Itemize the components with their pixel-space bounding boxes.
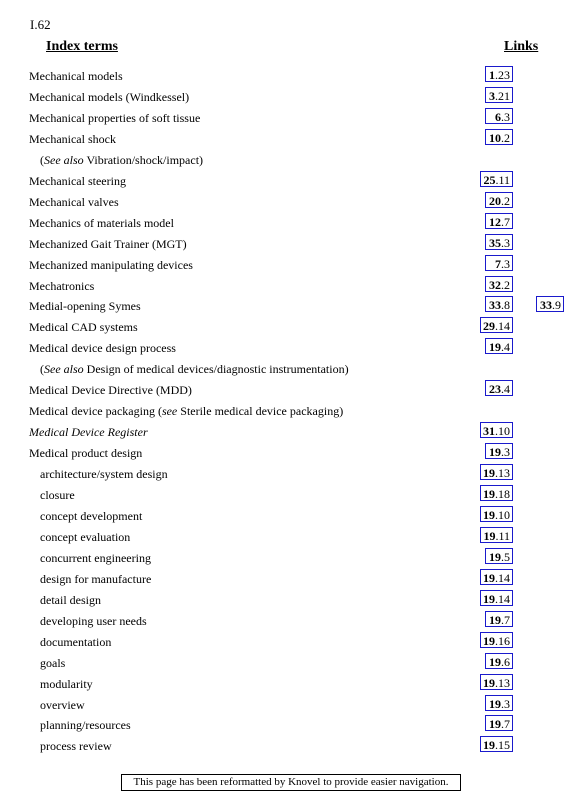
term-label: planning/resources — [40, 718, 131, 732]
cross-reference-text: Medical device packaging ( — [29, 404, 162, 418]
index-entry — [0, 445, 581, 465]
link-chapter-number: 33 — [540, 298, 552, 312]
index-entry — [0, 571, 581, 591]
term-label: Medical CAD systems — [29, 320, 138, 334]
index-entry — [0, 278, 581, 298]
link-page-number: .14 — [495, 571, 510, 585]
page-link-button[interactable] — [485, 296, 513, 312]
index-term-text — [29, 445, 142, 461]
index-subentry-text — [40, 571, 151, 587]
index-entry — [0, 361, 581, 381]
link-chapter-number: 3 — [489, 89, 495, 103]
term-label: Mechanized Gait Trainer (MGT) — [29, 237, 187, 251]
index-entry — [0, 257, 581, 277]
link-chapter-number: 33 — [489, 298, 501, 312]
term-label: Mechanical valves — [29, 195, 119, 209]
index-entry — [0, 319, 581, 339]
link-chapter-number: 19 — [483, 738, 495, 752]
index-entry — [0, 340, 581, 360]
see-also-label: See also — [44, 153, 84, 167]
page-link-button[interactable] — [485, 213, 513, 229]
page-link-button[interactable] — [485, 66, 513, 82]
page-link-button[interactable] — [480, 569, 513, 585]
index-entry — [0, 298, 581, 318]
index-entry — [0, 508, 581, 528]
index-entry — [0, 550, 581, 570]
term-label: Medical Device Directive (MDD) — [29, 383, 192, 397]
link-page-number: .7 — [501, 215, 510, 229]
term-label: documentation — [40, 635, 112, 649]
page-link-button[interactable] — [536, 296, 564, 312]
page-link-button[interactable] — [480, 506, 513, 522]
link-page-number: .11 — [495, 173, 510, 187]
index-entry — [0, 592, 581, 612]
link-page-number: .13 — [495, 676, 510, 690]
link-page-number: .3 — [501, 697, 510, 711]
page-link-button[interactable] — [485, 380, 513, 396]
index-subentry-text — [40, 361, 349, 377]
link-page-number: .3 — [501, 445, 510, 459]
link-chapter-number: 19 — [489, 655, 501, 669]
page-link-button[interactable] — [485, 234, 513, 250]
page-link-button[interactable] — [485, 87, 513, 103]
index-term-text — [29, 340, 176, 356]
term-label: Mechanized manipulating devices — [29, 258, 193, 272]
index-term-text — [29, 173, 126, 189]
link-chapter-number: 31 — [483, 424, 495, 438]
link-page-number: .2 — [501, 194, 510, 208]
link-page-number: .10 — [495, 508, 510, 522]
index-term-text — [29, 194, 119, 210]
term-label: Mechanical steering — [29, 174, 126, 188]
link-chapter-number: 23 — [489, 382, 501, 396]
index-subentry-text — [40, 738, 112, 754]
link-page-number: .13 — [495, 466, 510, 480]
link-page-number: .10 — [495, 424, 510, 438]
index-entry — [0, 529, 581, 549]
index-entry — [0, 131, 581, 151]
index-entry — [0, 487, 581, 507]
term-label: goals — [40, 656, 66, 670]
term-label: modularity — [40, 677, 93, 691]
index-term-text — [29, 89, 189, 105]
page-link-button[interactable] — [480, 317, 513, 333]
page-link-button[interactable] — [480, 171, 513, 187]
page-link-button[interactable] — [485, 715, 513, 731]
link-chapter-number: 19 — [483, 487, 495, 501]
link-page-number: .2 — [501, 131, 510, 145]
page-link-button[interactable] — [485, 611, 513, 627]
link-chapter-number: 19 — [483, 508, 495, 522]
index-entry — [0, 173, 581, 193]
index-subentry-text — [40, 592, 101, 608]
link-page-number: .9 — [552, 298, 561, 312]
link-page-number: .21 — [495, 89, 510, 103]
term-label: closure — [40, 488, 75, 502]
index-subentry-text — [40, 550, 151, 566]
cross-reference-text: Design of medical devices/diagnostic instrumentation) — [83, 362, 349, 376]
index-subentry-text — [40, 487, 75, 503]
term-label: Medical product design — [29, 446, 143, 460]
link-chapter-number: 32 — [489, 278, 501, 292]
index-subentry-text — [40, 655, 65, 671]
term-label: Mechanics of materials model — [29, 216, 174, 230]
page-link-button[interactable] — [480, 674, 513, 690]
link-chapter-number: 19 — [489, 613, 501, 627]
index-entry — [0, 613, 581, 633]
index-subentry-text — [40, 676, 93, 692]
index-term-text — [29, 215, 174, 231]
link-page-number: .4 — [501, 340, 510, 354]
page-link-button[interactable] — [480, 422, 513, 438]
index-subentry-text — [40, 466, 168, 482]
link-chapter-number: 19 — [483, 529, 496, 543]
link-chapter-number: 1 — [489, 68, 495, 82]
link-chapter-number: 19 — [483, 634, 495, 648]
page-link-button[interactable] — [485, 129, 513, 145]
index-term-text — [29, 257, 193, 273]
page-link-button[interactable] — [480, 464, 513, 480]
term-label: detail design — [40, 593, 101, 607]
knovel-footer-note: This page has been reformatted by Knovel to provide easier navigation. — [121, 774, 461, 791]
link-chapter-number: 29 — [483, 319, 495, 333]
link-page-number: .3 — [501, 236, 510, 250]
link-page-number: .11 — [495, 529, 510, 543]
page-link-button[interactable] — [485, 276, 513, 292]
index-subentry-text — [40, 152, 203, 168]
link-page-number: .15 — [495, 738, 510, 752]
term-label: Mechanical models — [29, 69, 123, 83]
page-link-button[interactable] — [485, 443, 513, 459]
page-link-button[interactable] — [485, 108, 513, 124]
index-entry — [0, 194, 581, 214]
index-entry — [0, 382, 581, 402]
index-entry — [0, 697, 581, 717]
index-entry — [0, 466, 581, 486]
page-link-button[interactable] — [485, 548, 513, 564]
page-link-button[interactable] — [480, 590, 513, 606]
link-page-number: .7 — [501, 613, 510, 627]
link-page-number: .7 — [501, 717, 510, 731]
term-label: concurrent engineering — [40, 551, 151, 565]
index-term-text — [29, 403, 343, 419]
page-link-button[interactable] — [480, 485, 513, 501]
link-chapter-number: 19 — [489, 550, 501, 564]
index-entry — [0, 424, 581, 444]
link-chapter-number: 19 — [489, 717, 501, 731]
link-chapter-number: 35 — [489, 236, 501, 250]
link-chapter-number: 19 — [489, 697, 501, 711]
page-link-button[interactable] — [485, 192, 513, 208]
term-label: design for manufacture — [40, 572, 152, 586]
page-link-button[interactable] — [480, 527, 513, 543]
link-chapter-number: 10 — [489, 131, 501, 145]
link-chapter-number: 19 — [483, 466, 495, 480]
link-chapter-number: 19 — [483, 676, 495, 690]
link-page-number: .6 — [501, 655, 510, 669]
link-page-number: .14 — [495, 319, 510, 333]
link-page-number: .2 — [501, 278, 510, 292]
cross-reference-text: Vibration/shock/impact) — [83, 153, 204, 167]
index-term-text — [29, 424, 148, 440]
index-entry — [0, 738, 581, 758]
index-term-text — [29, 68, 123, 84]
cross-reference-text: ( — [40, 153, 44, 167]
index-subentry-text — [40, 697, 85, 713]
index-term-text — [29, 110, 200, 126]
index-subentry-text — [40, 717, 131, 733]
page-number: I.62 — [30, 17, 51, 32]
term-label: Medical device design process — [29, 341, 176, 355]
page-link-button[interactable] — [480, 632, 513, 648]
links-heading: Links — [504, 39, 539, 54]
term-label: concept evaluation — [40, 530, 131, 544]
index-subentry-text — [40, 613, 147, 629]
term-label: Mechatronics — [29, 279, 95, 293]
link-page-number: .3 — [501, 110, 510, 124]
index-subentry-text — [40, 529, 130, 545]
index-term-text — [29, 131, 116, 147]
index-entry — [0, 403, 581, 423]
link-page-number: .14 — [495, 592, 510, 606]
link-page-number: .5 — [501, 550, 510, 564]
link-page-number: .3 — [501, 257, 510, 271]
link-chapter-number: 19 — [483, 571, 495, 585]
term-label: concept development — [40, 509, 143, 523]
index-term-text — [29, 382, 192, 398]
index-term-text — [29, 298, 141, 314]
page-link-button[interactable] — [485, 338, 513, 354]
page-link-button[interactable] — [485, 653, 513, 669]
index-term-text — [29, 236, 187, 252]
term-label: Medial-opening Symes — [29, 299, 141, 313]
link-chapter-number: 19 — [489, 445, 501, 459]
link-chapter-number: 6 — [495, 110, 501, 124]
term-label: Mechanical shock — [29, 132, 116, 146]
term-label: developing user needs — [40, 614, 147, 628]
index-entry — [0, 215, 581, 235]
index-subentry-text — [40, 634, 111, 650]
page-link-button[interactable] — [480, 736, 513, 752]
index-entry — [0, 236, 581, 256]
link-chapter-number: 7 — [495, 257, 501, 271]
index-term-text — [29, 278, 94, 294]
link-page-number: .4 — [501, 382, 510, 396]
index-entry — [0, 634, 581, 654]
link-chapter-number: 25 — [483, 173, 496, 187]
term-label: overview — [40, 698, 85, 712]
index-entry — [0, 717, 581, 737]
index-term-text — [29, 319, 138, 335]
link-page-number: .16 — [495, 634, 510, 648]
see-also-label: see — [161, 404, 178, 418]
page-link-button[interactable] — [485, 695, 513, 711]
cross-reference-text: Sterile medical device packaging) — [177, 404, 344, 418]
index-entry — [0, 655, 581, 675]
link-page-number: .18 — [495, 487, 510, 501]
link-chapter-number: 12 — [489, 215, 501, 229]
index-subentry-text — [40, 508, 142, 524]
page-link-button[interactable] — [485, 255, 513, 271]
index-entry — [0, 152, 581, 172]
index-entry — [0, 68, 581, 88]
term-label: architecture/system design — [40, 467, 168, 481]
index-entry — [0, 89, 581, 109]
index-terms-heading: Index terms — [46, 39, 118, 54]
index-entry — [0, 110, 581, 130]
link-page-number: .23 — [495, 68, 510, 82]
cross-reference-text: ( — [40, 362, 44, 376]
link-chapter-number: 19 — [483, 592, 495, 606]
see-also-label: See also — [44, 362, 84, 376]
term-label: Mechanical properties of soft tissue — [29, 111, 201, 125]
link-chapter-number: 20 — [489, 194, 501, 208]
term-label: Medical Device Register — [29, 425, 148, 439]
index-entry — [0, 676, 581, 696]
link-chapter-number: 19 — [489, 340, 501, 354]
term-label: Mechanical models (Windkessel) — [29, 90, 190, 104]
link-page-number: .8 — [501, 298, 510, 312]
term-label: process review — [40, 739, 112, 753]
